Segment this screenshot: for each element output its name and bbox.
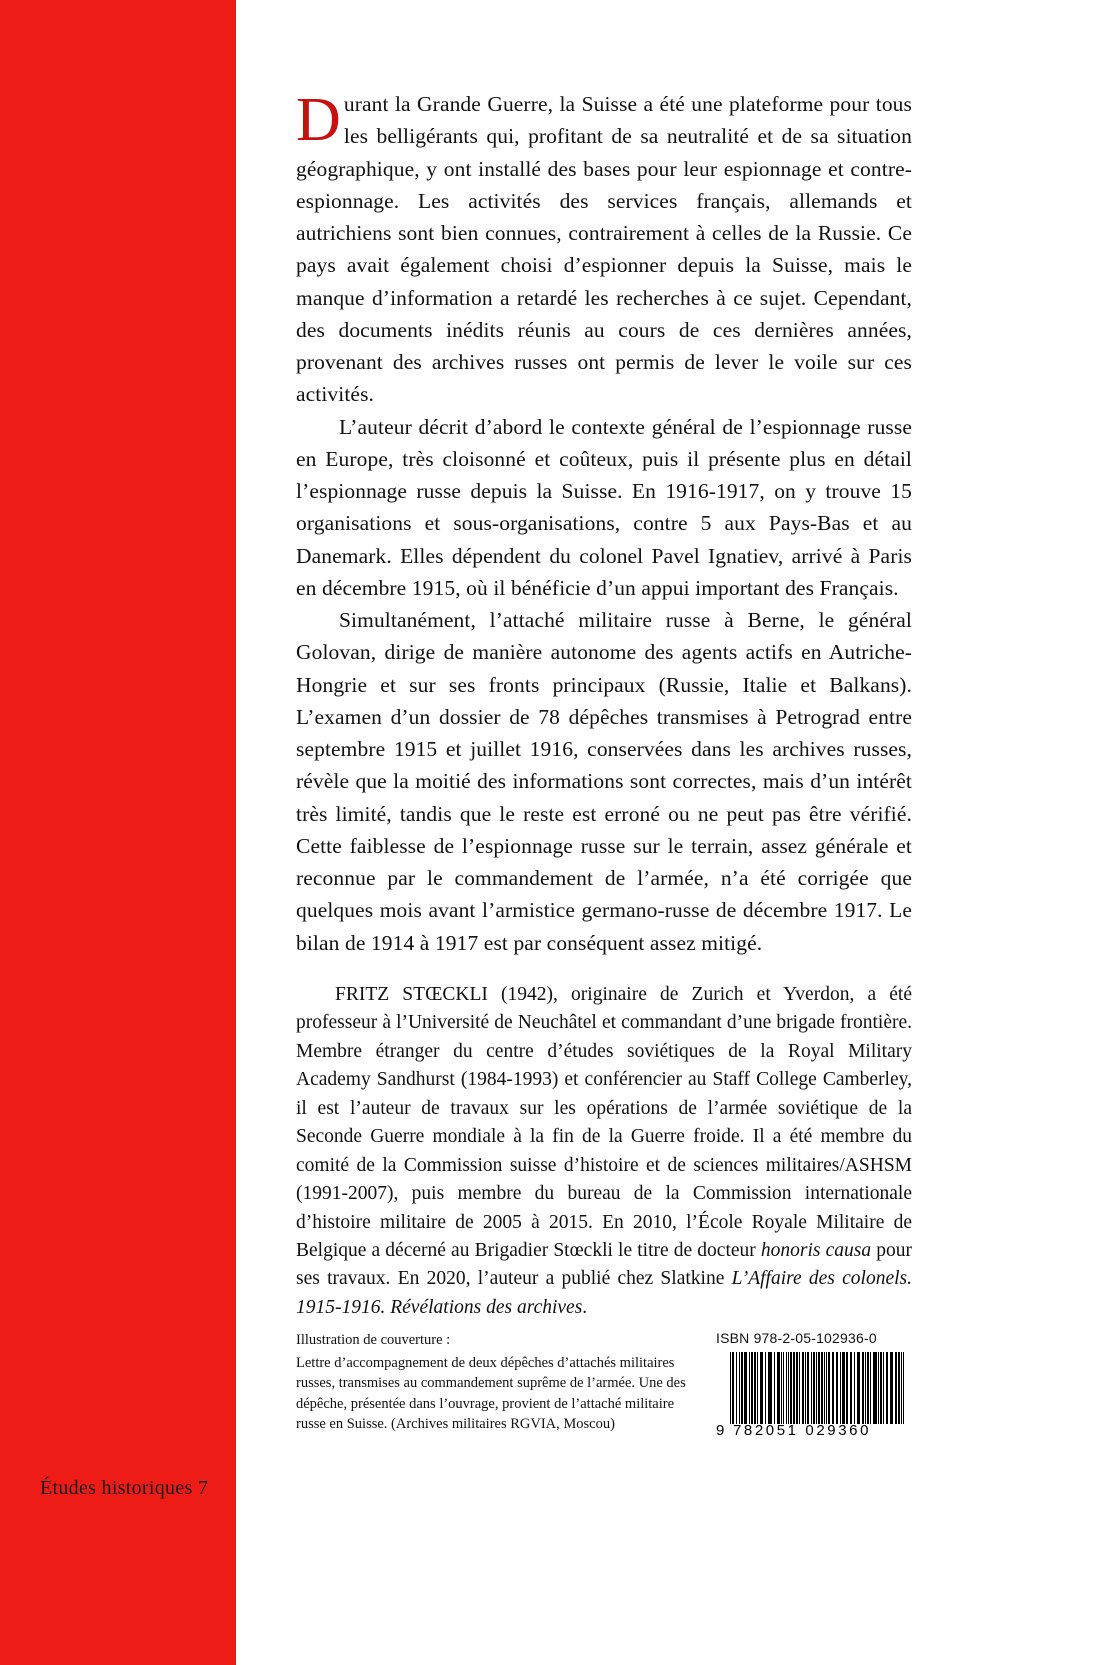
author-biography-paragraph xyxy=(296,981,912,1323)
barcode-bars xyxy=(730,1352,906,1424)
isbn-block xyxy=(716,1330,912,1438)
author-bio-part-1: FRITZ STŒCKLI (1942), originaire de Zurich et Yverdon, a été professeur à l’Université de Neuchâtel et commandant d’une brigade frontière. Membre étranger du centre d’études soviétiques de la Royal Military Academy Sandhurst (1984-1993) et conférencier au Staff College Camberley, il est l’auteur de travaux sur les opérations de l’armée soviétique de la Seconde Guerre mondiale à la fin de la Guerre froide. Il a été membre du comité de la Commission suisse d’histoire et de sciences militaires/ASHSM (1991-2007), puis membre du bureau de la Commission internationale d’histoire militaire de 2005 à 2015. En 2010, l’École Royale Militaire de Belgique a décerné au Brigadier Stœckli le titre de docteur xyxy=(296,983,912,1261)
author-bio-part-3: . xyxy=(582,1296,588,1318)
blurb-paragraph-1-text: urant la Grande Guerre, la Suisse a été une plateforme pour tous les belligérants qui, profitant de sa neutralité et de sa situation géographique, y ont installé des bases pour leur espionnage et contre-espionnage. Les activités des services français, allemands et autrichiens sont bien connues, contrairement à celles de la Russie. Ce pays avait également choisi d’espionner depuis la Suisse, mais le manque d’information a retardé les recherches à ce sujet. Cependant, des documents inédits réunis au cours de ces dernières années, provenant des archives russes ont permis de lever le voile sur ces activités. xyxy=(296,92,912,407)
blurb-paragraph-2: L’auteur décrit d’abord le contexte général de l’espionnage russe en Europe, très cloisonné et coûteux, puis il présente plus en détail l’espionnage russe depuis la Suisse. En 1916-1917, on y trouve 15 organisations et sous-organisations, contre 5 aux Pays-Bas et au Danemark. Elles dépendent du colonel Pavel Ignatiev, arrivé à Paris en décembre 1915, où il bénéficie d’un appui important des Français. xyxy=(296,414,912,600)
drop-cap: D xyxy=(296,86,341,154)
barcode-digits xyxy=(716,1422,912,1439)
barcode-number: 782051 029360 xyxy=(732,1422,872,1439)
author-biography xyxy=(296,981,912,1323)
author-bio-italic-1: honoris causa xyxy=(760,1239,872,1261)
blurb xyxy=(296,88,912,959)
isbn-barcode xyxy=(716,1352,912,1438)
spine-red-band xyxy=(0,0,236,1665)
barcode-lead-digit: 9 xyxy=(716,1422,727,1439)
cover-illustration-heading: Illustration de couverture : xyxy=(296,1332,451,1348)
isbn-label: ISBN 978-2-05-102936-0 xyxy=(716,1330,877,1346)
cover-illustration-text: Lettre d’accompagnement de deux dépêches d’attachés militaires russes, transmises au commandement suprême de l’armée. Une des dépêche, présentée dans l’ouvrage, provient de l’attaché militaire russe en Suisse. (Archives militaires RGVIA, Moscou) xyxy=(296,1354,686,1433)
author-bio-italic-2: L’Affaire des colonels. 1915-1916. Révélations des archives xyxy=(296,1268,912,1318)
blurb-paragraph-3: Simultanément, l’attaché militaire russe à Berne, le général Golovan, dirige de manière autonome des agents actifs en Autriche-Hongrie et sur ses fronts principaux (Russie, Italie et Balkans). L’examen d’un dossier de 78 dépêches transmises à Petrograd entre septembre 1915 et juillet 1916, conservées dans les archives russes, révèle que la moitié des informations sont correctes, mais d’un intérêt très limité, tandis que le reste est erroné ou ne peut pas être vérifié. Cette faiblesse de l’espionnage russe sur le terrain, assez générale et reconnue par le commandement de l’armée, n’a été corrigée que quelques mois avant l’armistice germano-russe de décembre 1917. Le bilan de 1914 à 1917 est par conséquent assez mitigé. xyxy=(296,608,912,955)
cover-illustration-credit xyxy=(296,1330,696,1435)
series-label: Études historiques 7 xyxy=(40,1477,209,1499)
back-cover-text-block xyxy=(296,88,912,1322)
blurb-paragraph-1 xyxy=(296,88,912,411)
author-bio-part-2: pour ses travaux. En 2020, l’auteur a publié chez Slatkine xyxy=(296,1239,912,1290)
back-cover-footer xyxy=(296,1330,912,1438)
